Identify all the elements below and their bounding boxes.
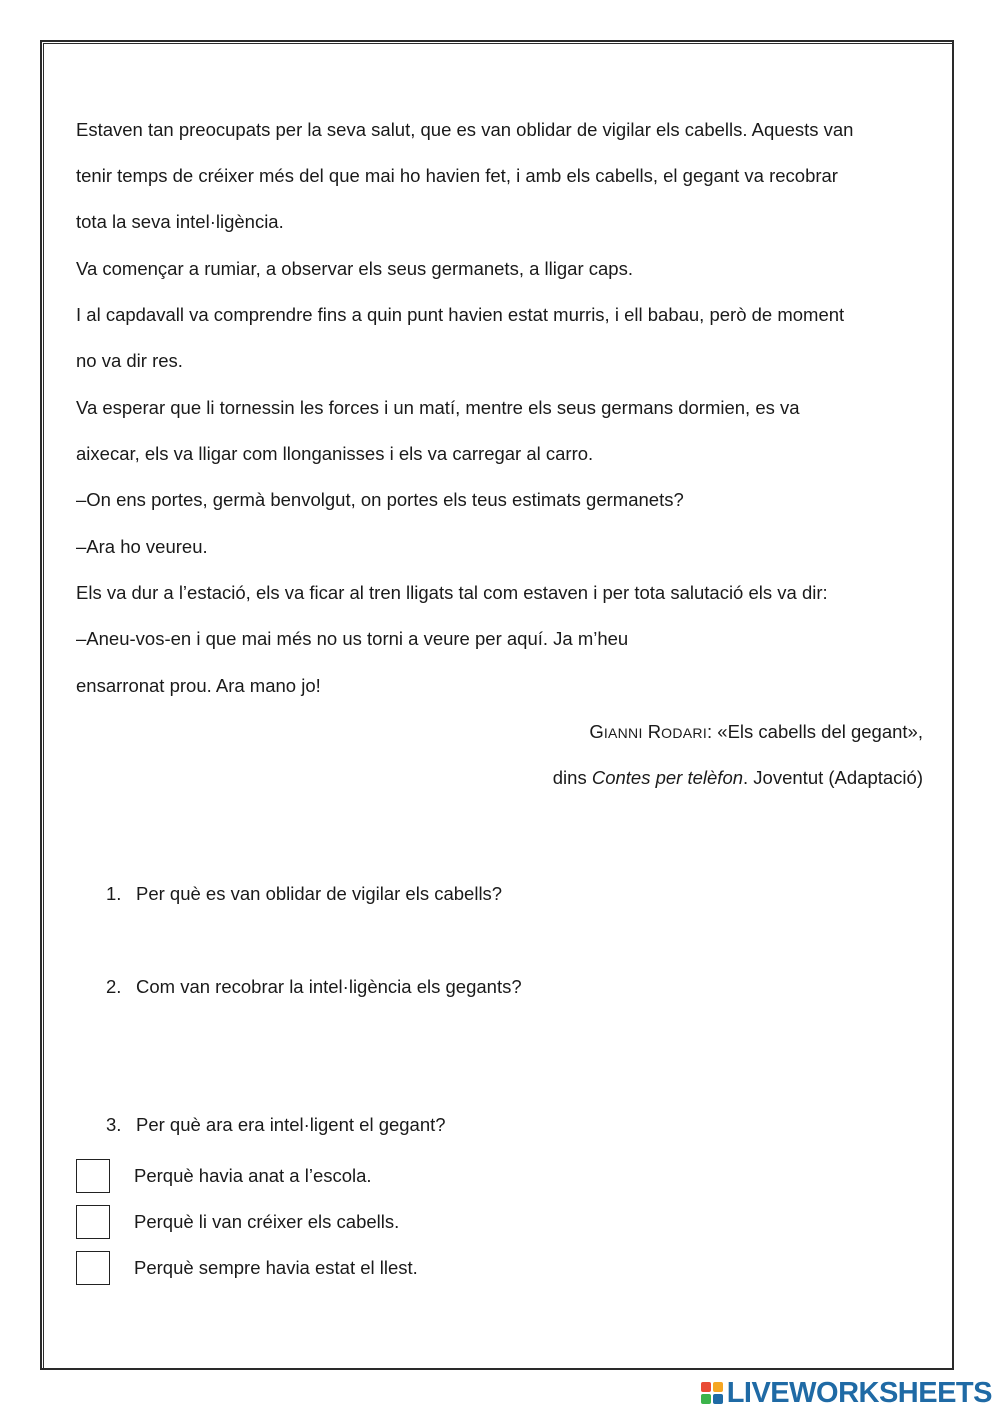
author-initial: R [647,721,662,742]
passage-line: tota la seva intel·ligència. [76,211,284,232]
question-text: Per què es van oblidar de vigilar els cabells? [136,883,503,904]
passage-line: I al capdavall va comprendre fins a quin punt havien estat murris, i ell babau, però de moment [76,304,845,325]
answer-option[interactable] [76,1158,372,1194]
liveworksheets-logo [701,1378,992,1408]
passage-line: Va començar a rumiar, a observar els seus germanets, a lligar caps. [76,258,633,279]
publisher: . Joventut (Adaptació) [743,767,923,788]
citation-line-2 [553,766,923,790]
author-surname-rest: ODARI [661,725,708,741]
citation-prefix: dins [552,767,592,788]
question-2 [106,975,522,999]
passage-line: aixecar, els va lligar com llonganisses i els va carregar al carro. [76,443,594,464]
option-checkbox[interactable] [76,1251,110,1285]
option-checkbox[interactable] [76,1205,110,1239]
author-initial: G [589,721,604,742]
question-number: 3. [106,1114,122,1135]
question-number: 2. [106,976,122,997]
question-number: 1. [106,883,122,904]
option-label: Perquè li van créixer els cabells. [134,1211,400,1232]
answer-option[interactable] [76,1250,418,1286]
passage-line: Estaven tan preocupats per la seva salut, que es van oblidar de vigilar els cabells. Aquests van [76,119,854,140]
passage-line: –Aneu-vos-en i que mai més no us torni a veure per aquí. Ja m’heu [76,628,629,649]
question-3 [106,1113,446,1137]
book-title: Contes per telèfon [591,767,744,788]
question-text: Com van recobrar la intel·ligència els gegants? [136,976,522,997]
question-1 [106,882,502,906]
option-label: Perquè sempre havia estat el llest. [134,1257,418,1278]
passage-line: –Ara ho veureu. [76,536,208,557]
option-checkbox[interactable] [76,1159,110,1193]
answer-option[interactable] [76,1204,399,1240]
author-name-rest: IANNI [603,725,643,741]
question-text: Per què ara era intel·ligent el gegant? [136,1114,446,1135]
option-label: Perquè havia anat a l’escola. [134,1165,372,1186]
passage-line: tenir temps de créixer més del que mai ho havien fet, i amb els cabells, el gegant va recobrar [76,165,838,186]
story-title: : «Els cabells del gegant», [707,721,923,742]
passage-line: –On ens portes, germà benvolgut, on portes els teus estimats germanets? [76,489,684,510]
passage-line: ensarronat prou. Ara mano jo! [76,675,321,696]
passage-line: Els va dur a l’estació, els va ficar al tren lligats tal com estaven i per tota salutació els va dir: [76,582,828,603]
logo-text: LIVEWORKSHEETS [726,1376,992,1409]
citation-line-1 [589,720,923,745]
logo-grid-icon [701,1381,725,1405]
passage-line: Va esperar que li tornessin les forces i un matí, mentre els seus germans dormien, es va [76,397,800,418]
passage-line: no va dir res. [76,350,183,371]
